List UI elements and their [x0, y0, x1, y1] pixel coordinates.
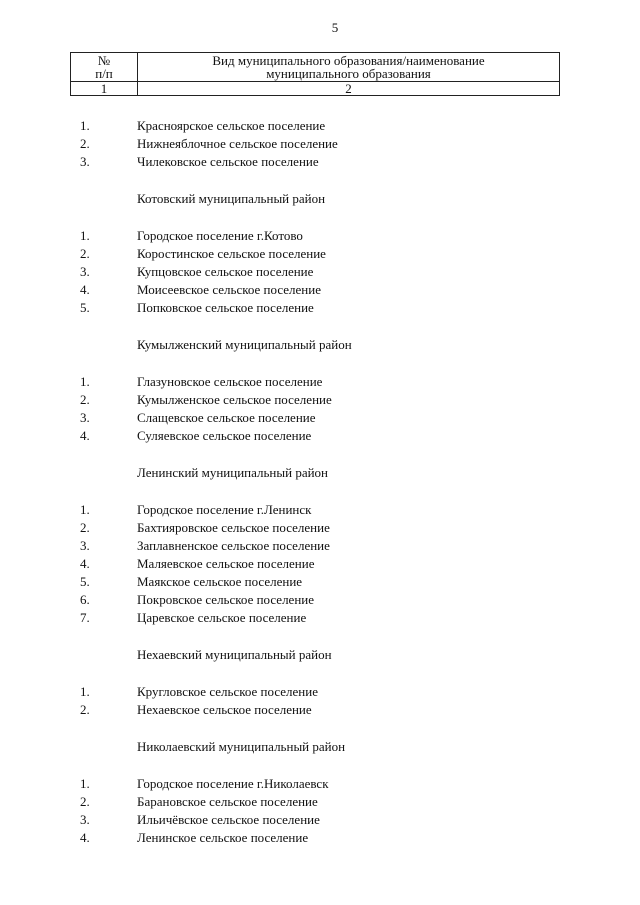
item-name: Заплавненское сельское поселение — [137, 538, 330, 553]
list-item — [80, 829, 580, 847]
list-item — [80, 775, 580, 793]
list-item — [80, 683, 580, 701]
page-number: 5 — [331, 20, 339, 35]
list-item — [80, 609, 580, 627]
item-number: 3. — [80, 264, 90, 279]
item-number: 2. — [80, 392, 90, 407]
settlement-list — [80, 117, 580, 847]
item-name: Нехаевское сельское поселение — [137, 702, 312, 717]
item-number: 3. — [80, 538, 90, 553]
item-number: 6. — [80, 592, 90, 607]
list-item — [80, 501, 580, 519]
list-item — [80, 135, 580, 153]
item-number: 1. — [80, 228, 90, 243]
item-name: Маякское сельское поселение — [137, 574, 303, 589]
item-name: Чилековское сельское поселение — [137, 154, 319, 169]
item-name: Покровское сельское поселение — [137, 592, 315, 607]
item-name: Слащевское сельское поселение — [137, 410, 316, 425]
header-number-line1: № — [97, 53, 111, 68]
list-item — [80, 409, 580, 427]
list-item — [80, 555, 580, 573]
item-name: Бахтияровское сельское поселение — [137, 520, 330, 535]
item-name: Нижнеяблочное сельское поселение — [137, 136, 338, 151]
item-name: Маляевское сельское поселение — [137, 556, 315, 571]
item-number: 4. — [80, 556, 90, 571]
item-number: 2. — [80, 794, 90, 809]
list-item — [80, 299, 580, 317]
column-index-1: 1 — [71, 82, 138, 96]
item-number: 1. — [80, 118, 90, 133]
item-name: Моисеевское сельское поселение — [137, 282, 321, 297]
district-heading: Николаевский муниципальный район — [137, 739, 346, 754]
item-number: 5. — [80, 300, 90, 315]
spacer — [80, 665, 580, 683]
item-number: 4. — [80, 428, 90, 443]
item-number: 1. — [80, 374, 90, 389]
item-number: 4. — [80, 282, 90, 297]
item-name: Попковское сельское поселение — [137, 300, 314, 315]
spacer — [80, 757, 580, 775]
item-name: Коростинское сельское поселение — [137, 246, 326, 261]
column-index-2: 2 — [138, 82, 560, 96]
list-item — [80, 391, 580, 409]
item-name: Глазуновское сельское поселение — [137, 374, 323, 389]
header-name-line1: Вид муниципального образования/наименование — [212, 53, 485, 68]
item-number: 5. — [80, 574, 90, 589]
item-name: Царевское сельское поселение — [137, 610, 307, 625]
list-item — [80, 537, 580, 555]
header-row — [71, 53, 560, 82]
header-number-line2: п/п — [95, 66, 113, 81]
list-item — [80, 373, 580, 391]
item-number: 2. — [80, 246, 90, 261]
item-name: Ленинское сельское поселение — [137, 830, 309, 845]
list-item — [80, 427, 580, 445]
spacer — [80, 355, 580, 373]
list-item — [80, 153, 580, 171]
district-heading: Нехаевский муниципальный район — [137, 647, 332, 662]
district-heading: Котовский муниципальный район — [137, 191, 326, 206]
header-name-cell — [138, 53, 560, 82]
item-name: Кумылженское сельское поселение — [137, 392, 332, 407]
spacer — [80, 719, 580, 737]
item-number: 1. — [80, 684, 90, 699]
column-index-row — [71, 82, 560, 96]
item-name: Кругловское сельское поселение — [137, 684, 318, 699]
list-item — [80, 117, 580, 135]
spacer — [80, 209, 580, 227]
item-number: 1. — [80, 502, 90, 517]
spacer — [80, 483, 580, 501]
spacer — [80, 445, 580, 463]
district-heading: Ленинский муниципальный район — [137, 465, 329, 480]
header-table — [70, 52, 560, 96]
spacer — [80, 171, 580, 189]
item-name: Красноярское сельское поселение — [137, 118, 326, 133]
item-name: Городское поселение г.Николаевск — [137, 776, 329, 791]
list-item — [80, 811, 580, 829]
item-number: 2. — [80, 136, 90, 151]
list-item — [80, 263, 580, 281]
list-item — [80, 281, 580, 299]
item-number: 4. — [80, 830, 90, 845]
spacer — [80, 317, 580, 335]
item-name: Ильичёвское сельское поселение — [137, 812, 320, 827]
item-number: 7. — [80, 610, 90, 625]
item-name: Городское поселение г.Котово — [137, 228, 303, 243]
list-item — [80, 227, 580, 245]
header-name-line2: муниципального образования — [266, 66, 431, 81]
item-number: 3. — [80, 154, 90, 169]
item-name: Городское поселение г.Ленинск — [137, 502, 312, 517]
list-item — [80, 701, 580, 719]
list-item — [80, 573, 580, 591]
list-item — [80, 591, 580, 609]
district-heading: Кумылженский муниципальный район — [137, 337, 352, 352]
list-item — [80, 519, 580, 537]
item-number: 1. — [80, 776, 90, 791]
list-item — [80, 793, 580, 811]
spacer — [80, 627, 580, 645]
item-name: Барановское сельское поселение — [137, 794, 318, 809]
item-number: 3. — [80, 410, 90, 425]
item-number: 2. — [80, 520, 90, 535]
item-name: Купцовское сельское поселение — [137, 264, 314, 279]
item-name: Суляевское сельское поселение — [137, 428, 312, 443]
header-number-cell — [71, 53, 138, 82]
list-item — [80, 245, 580, 263]
item-number: 3. — [80, 812, 90, 827]
item-number: 2. — [80, 702, 90, 717]
